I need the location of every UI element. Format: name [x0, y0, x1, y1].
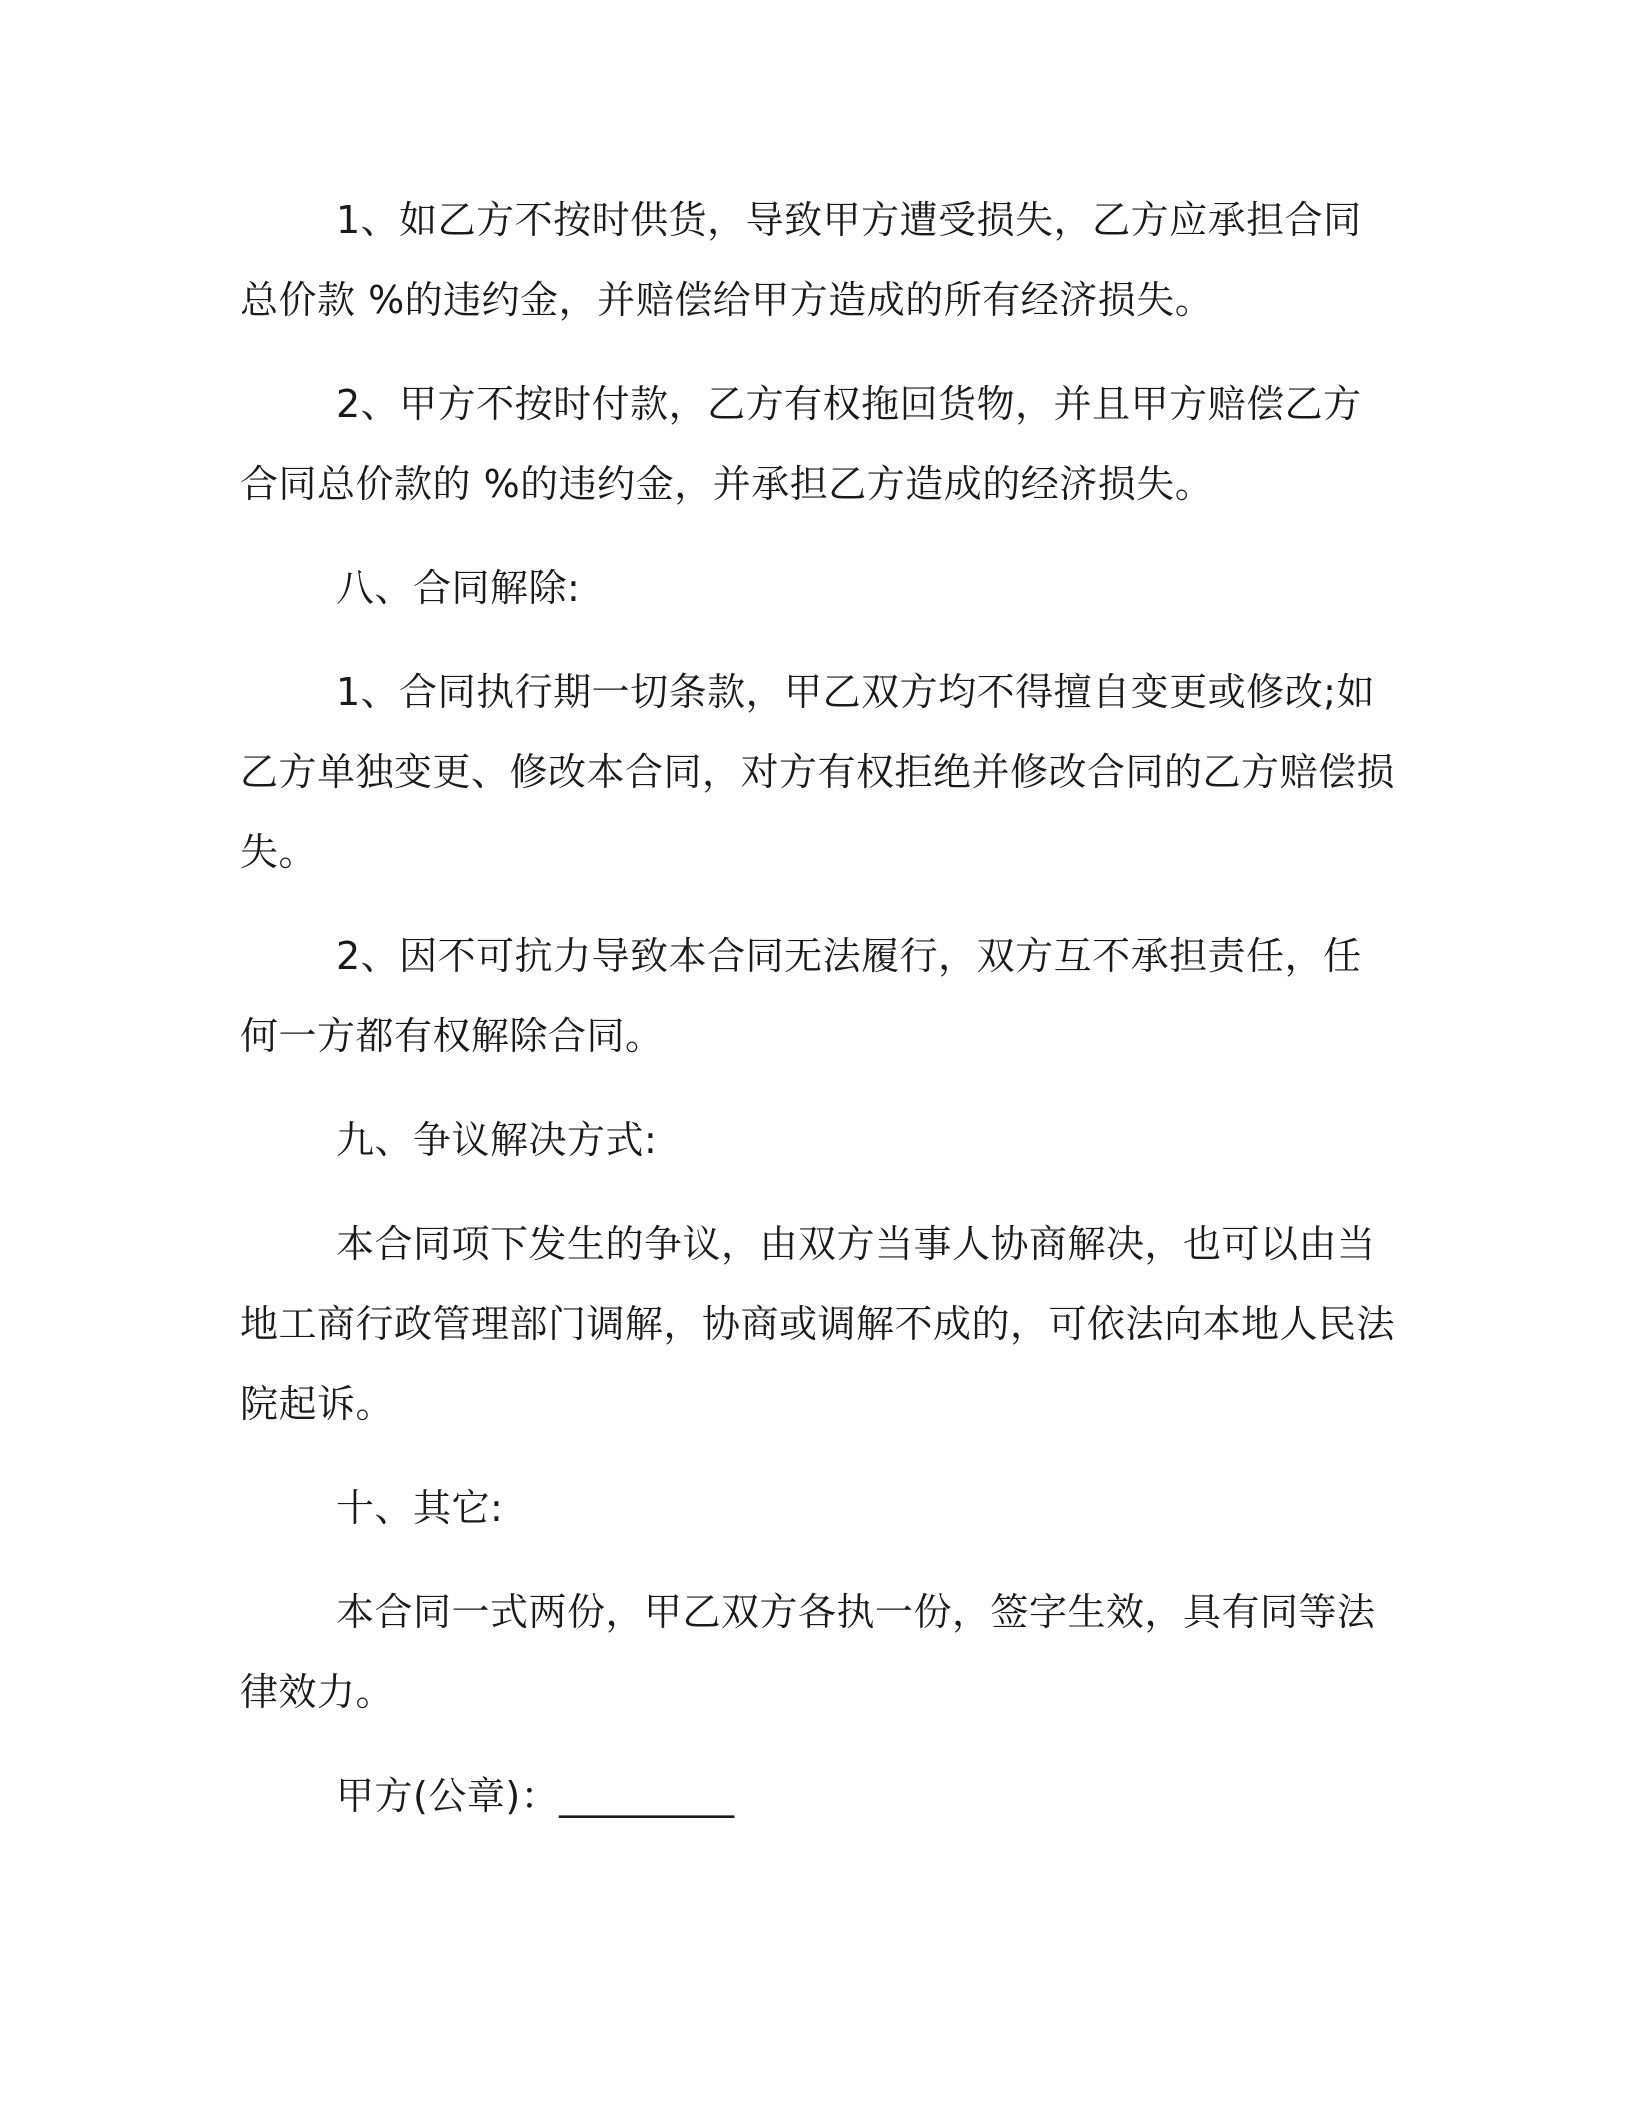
section-heading-termination: 八、合同解除: [336, 566, 581, 610]
section-heading-dispute: 九、争议解决方式: [336, 1118, 658, 1162]
document-body [240, 180, 1400, 1836]
clause-payment-delay: 2、甲方不按时付款，乙方有权拖回货物，并且甲方赔偿乙方合同总价款的 %的违约金，并承担乙方造成的经济损失。 [240, 382, 1362, 506]
clause-copies: 本合同一式两份，甲乙双方各执一份，签字生效，具有同等法律效力。 [240, 1590, 1376, 1714]
section-heading-other: 十、其它: [336, 1486, 504, 1530]
clause-supply-delay: 1、如乙方不按时供货，导致甲方遭受损失，乙方应承担合同总价款 %的违约金，并赔偿给甲方造成的所有经济损失。 [240, 198, 1362, 322]
clause-dispute-resolution: 本合同项下发生的争议，由双方当事人协商解决，也可以由当地工商行政管理部门调解，协商或调解不成的，可依法向本地人民法院起诉。 [240, 1222, 1396, 1426]
clause-no-modification: 1、合同执行期一切条款，甲乙双方均不得擅自变更或修改;如乙方单独变更、修改本合同，对方有权拒绝并修改合同的乙方赔偿损失。 [240, 670, 1396, 874]
clause-force-majeure: 2、因不可抗力导致本合同无法履行，双方互不承担责任，任何一方都有权解除合同。 [240, 934, 1362, 1058]
party-a-signature-line: 甲方(公章)：_________ [336, 1774, 735, 1818]
